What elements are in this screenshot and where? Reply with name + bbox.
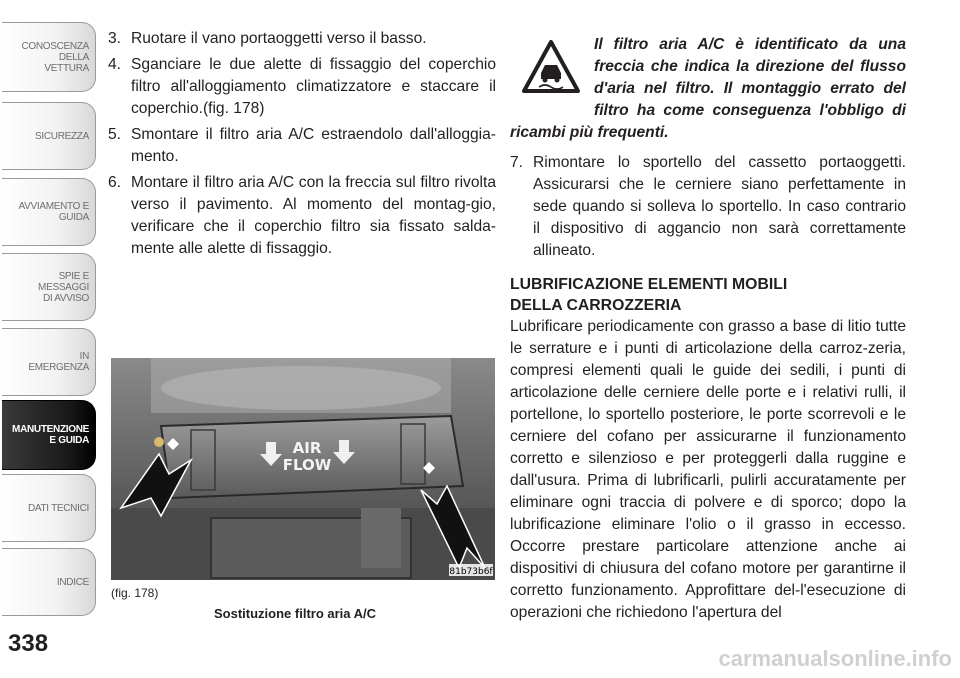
tab-spie-e-messaggi[interactable]: SPIE E MESSAGGI DI AVVISO xyxy=(2,253,96,321)
air-label: AIR xyxy=(292,439,322,457)
figure-reference: (fig. 178) xyxy=(111,586,159,600)
section-title-line-1: LUBRIFICAZIONE ELEMENTI MOBILI xyxy=(510,276,788,293)
section-title xyxy=(510,274,906,316)
step-6 xyxy=(108,172,496,260)
step-number: 3. xyxy=(108,30,122,47)
step-number: 6. xyxy=(108,174,122,191)
step-4 xyxy=(108,54,496,120)
car-skid-warning-icon xyxy=(518,34,584,100)
step-number: 4. xyxy=(108,56,122,73)
left-column xyxy=(108,28,496,264)
chapter-sidebar xyxy=(0,0,100,678)
step-text: Sganciare le due alette di fissaggio del coperchio filtro all'alloggiamento climatizzatore e staccare il coperchio.(fig. 178) xyxy=(131,56,496,117)
section-body: Lubrificare periodicamente con grasso a base di litio tutte le serrature e i punti di articolazione della carroz-zeria, compresi elementi quali le guide dei sedili, i punti di articolazione delle cerniere delle porte e i relativi rulli, il portellone, lo sportello posteriore, le porte scorrevoli e le cerniere del cofano per assicurarne il funzionamento corretto e silenzioso e per proteggerli dalla ruggine e dall'usura. Prima di lubrificarli, pulirli accuratamente per eliminare ogni traccia di polvere e di sporco; dopo la lubrificazione eliminare l'olio o il grasso in eccesso. Occorre prestare particolare attenzione anche ai dispositivi di chiusura del cofano motore per garantirne il corretto funzionamento. Approfittare del-l'esecuzione di operazioni che richiedono l'apertura del xyxy=(510,318,906,621)
figure-caption: Sostituzione filtro aria A/C xyxy=(214,606,377,621)
step-text: Smontare il filtro aria A/C estraendolo dall'alloggia-mento. xyxy=(131,126,496,165)
step-7 xyxy=(510,152,906,262)
step-text: Rimontare lo sportello del cassetto portaoggetti. Assicurarsi che le cerniere siano perfettamente in sede quando si solleva lo sportello. In caso contrario il dispositivo di aggancio non sarà correttamente allineato. xyxy=(533,154,906,259)
tab-indice[interactable]: INDICE xyxy=(2,548,96,616)
tab-dati-tecnici[interactable]: DATI TECNICI xyxy=(2,474,96,542)
step-3 xyxy=(108,28,496,50)
section-title-line-2: DELLA CARROZZERIA xyxy=(510,297,682,314)
step-5 xyxy=(108,124,496,168)
tab-in-emergenza[interactable]: IN EMERGENZA xyxy=(2,328,96,396)
figure-code: 81b73b6f xyxy=(449,567,493,577)
tab-conoscenza-della-vettura[interactable]: CONOSCENZA DELLA VETTURA xyxy=(2,22,96,92)
tab-sicurezza[interactable]: SICUREZZA xyxy=(2,102,96,170)
warning-block xyxy=(510,34,906,144)
step-text: Montare il filtro aria A/C con la freccia sul filtro rivolta verso il pavimento. Al momento del montag-gio, verificare che il coperchio filtro sia fissato salda-mente alle alette di fissaggio. xyxy=(131,174,496,257)
tab-manutenzione-e-guida[interactable]: MANUTENZIONE E GUIDA xyxy=(2,400,96,470)
figure-air-filter-photo xyxy=(111,358,495,580)
flow-label: FLOW xyxy=(282,456,332,474)
right-column xyxy=(510,34,906,624)
watermark: carmanualsonline.info xyxy=(718,646,952,671)
step-number: 7. xyxy=(510,154,524,171)
page-number: 338 xyxy=(8,630,49,657)
warning-text: Il filtro aria A/C è identificato da una freccia che indica la direzione del flusso d'aria nel filtro. Il montaggio errato del filtro ha come conseguenza l'obbligo di ricambi più frequenti. xyxy=(510,36,906,141)
step-text: Ruotare il vano portaoggetti verso il basso. xyxy=(131,30,427,47)
tab-avviamento-e-guida[interactable]: AVVIAMENTO E GUIDA xyxy=(2,178,96,246)
step-number: 5. xyxy=(108,126,122,143)
air-filter-illustration xyxy=(111,358,495,580)
